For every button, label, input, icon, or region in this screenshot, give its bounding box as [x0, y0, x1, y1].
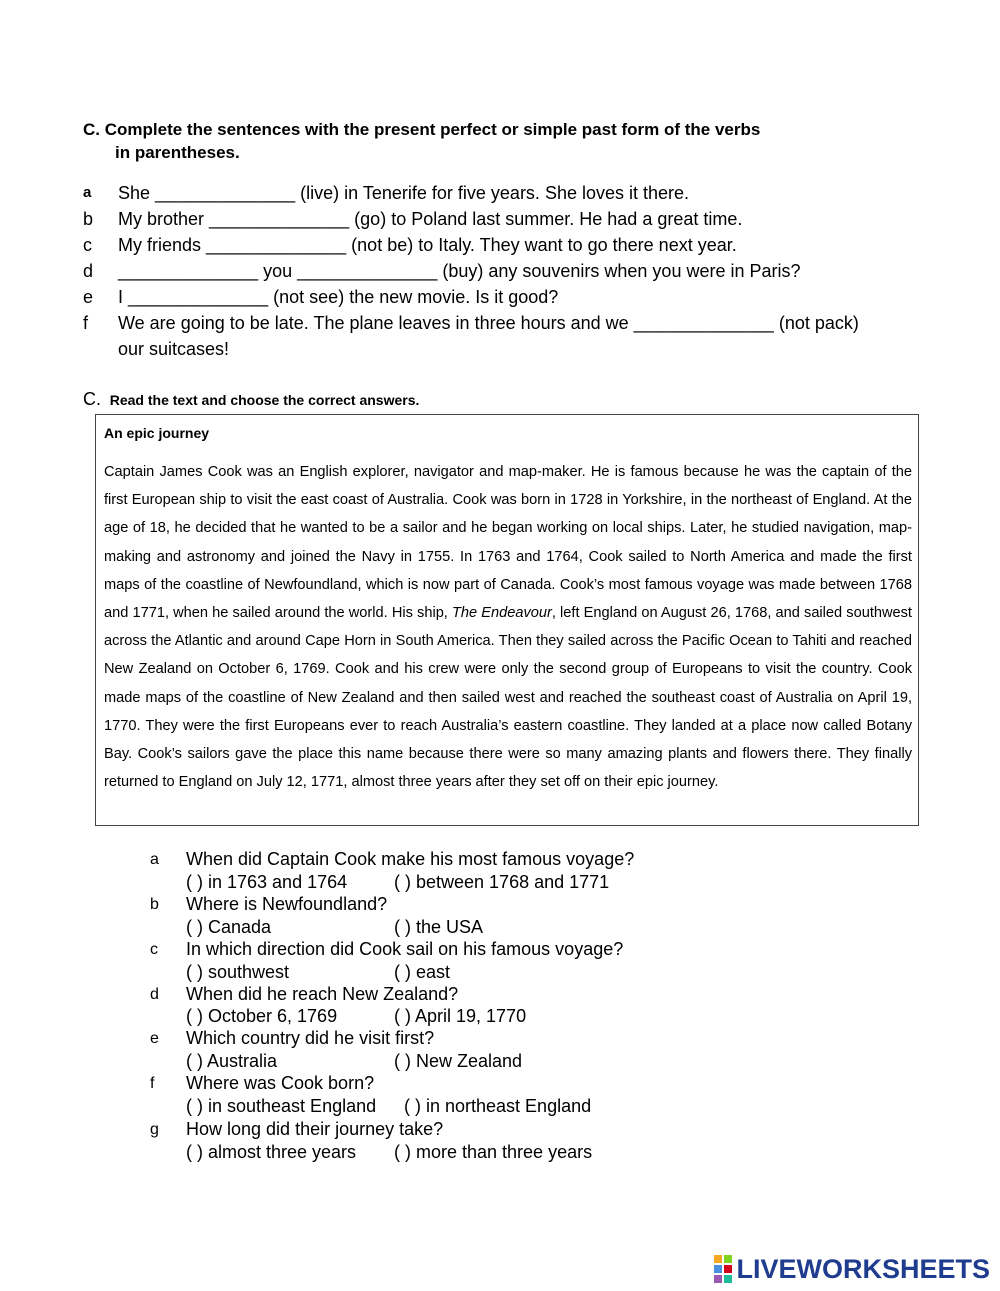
question-letter: g [150, 1121, 159, 1138]
item-letter: d [83, 261, 94, 281]
option-1[interactable]: ( ) in 1763 and 1764 [186, 872, 348, 892]
question-text: Where is Newfoundland? [186, 894, 388, 914]
item-letter: e [83, 287, 94, 307]
question-letter: f [150, 1075, 155, 1092]
item-text: I ______________ (not see) the new movie. Is it good? [118, 287, 559, 307]
option-1[interactable]: ( ) October 6, 1769 [186, 1006, 338, 1026]
question-text: When did he reach New Zealand? [186, 984, 459, 1004]
option-1[interactable]: ( ) southwest [186, 962, 290, 982]
question-letter: a [150, 851, 159, 868]
item-letter: c [83, 235, 92, 255]
question-text: Which country did he visit first? [186, 1028, 435, 1048]
reading-instruction: Read the text and choose the correct answers. [109, 392, 420, 408]
reading-text [104, 458, 912, 796]
question-letter: b [150, 896, 159, 913]
question-letter: c [150, 941, 158, 958]
option-2[interactable]: ( ) east [394, 962, 451, 982]
option-2[interactable]: ( ) more than three years [394, 1142, 593, 1162]
ship-name: The Endeavour [452, 605, 552, 622]
question-letter: d [150, 986, 159, 1003]
option-1[interactable]: ( ) Canada [186, 917, 272, 937]
liveworksheets-logo [714, 1254, 990, 1284]
section-label: C. [83, 389, 101, 409]
option-2[interactable]: ( ) April 19, 1770 [394, 1006, 527, 1026]
item-letter: a [83, 184, 92, 201]
question-text: How long did their journey take? [186, 1119, 444, 1139]
item-text: My brother ______________ (go) to Poland last summer. He had a great time. [118, 209, 743, 229]
reading-heading [83, 389, 419, 410]
question-text: Where was Cook born? [186, 1073, 375, 1093]
item-letter: b [83, 209, 94, 229]
logo-text: LIVEWORKSHEETS [736, 1253, 990, 1284]
option-1[interactable]: ( ) almost three years [186, 1142, 357, 1162]
section-title-cont: in parentheses. [115, 143, 240, 162]
item-text: We are going to be late. The plane leaves in three hours and we ______________ (not pack) our suitcases! [118, 313, 859, 359]
item-letter: f [83, 313, 89, 333]
exercise-heading [83, 118, 883, 164]
reading-box [95, 414, 919, 826]
reading-title: An epic journey [104, 425, 210, 441]
option-1[interactable]: ( ) in southeast England [186, 1096, 377, 1116]
reading-part1: Captain James Cook was an English explorer, navigator and map-maker. He is famous because he was the captain of the first European ship to visit the east coast of Australia. Cook was born in 1728 in Yorkshire, in the northeast of England. At the age of 18, he decided that he wanted to be a sailor and he began working on local ships. Later, he studied navigation, map-making and astronomy and joined the Navy in 1755. In 1763 and 1764, Cook sailed to North America and made the first maps of the coastline of Newfoundland, which is now part of Canada. Cook’s most famous voyage was made between 1768 and 1771, when he sailed around the world. His ship, [104, 464, 912, 622]
item-text: My friends ______________ (not be) to Italy. They want to go there next year. [118, 235, 737, 255]
option-2[interactable]: ( ) in northeast England [404, 1096, 592, 1116]
section-title: Complete the sentences with the present perfect or simple past form of the verbs [104, 120, 761, 139]
option-1[interactable]: ( ) Australia [186, 1051, 278, 1071]
question-letter: e [150, 1030, 159, 1047]
option-2[interactable]: ( ) New Zealand [394, 1051, 523, 1071]
option-2[interactable]: ( ) between 1768 and 1771 [394, 872, 610, 892]
section-label: C. [83, 120, 100, 139]
item-text: She ______________ (live) in Tenerife for five years. She loves it there. [118, 183, 690, 203]
option-2[interactable]: ( ) the USA [394, 917, 484, 937]
question-text: When did Captain Cook make his most famous voyage? [186, 849, 635, 869]
logo-cubes-icon [714, 1255, 732, 1283]
item-text: ______________ you ______________ (buy) any souvenirs when you were in Paris? [118, 261, 801, 281]
question-text: In which direction did Cook sail on his famous voyage? [186, 939, 624, 959]
reading-part2: , left England on August 26, 1768, and sailed southwest across the Atlantic and around Cape Horn in South America. Then they sailed across the Pacific Ocean to Tahiti and reached New Zealand on October 6, 1769. Cook and his crew were only the second group of Europeans to visit the country. Cook made maps of the coastline of New Zealand and then sailed west and reached the southeast coast of Australia on April 19, 1770. They were the first Europeans ever to reach Australia’s eastern coastline. They landed at a place now called Botany Bay. Cook’s sailors gave the place this name because there were so many amazing plants and flowers there. They finally returned to England on July 12, 1771, almost three years after they set off on their epic journey. [104, 605, 912, 791]
